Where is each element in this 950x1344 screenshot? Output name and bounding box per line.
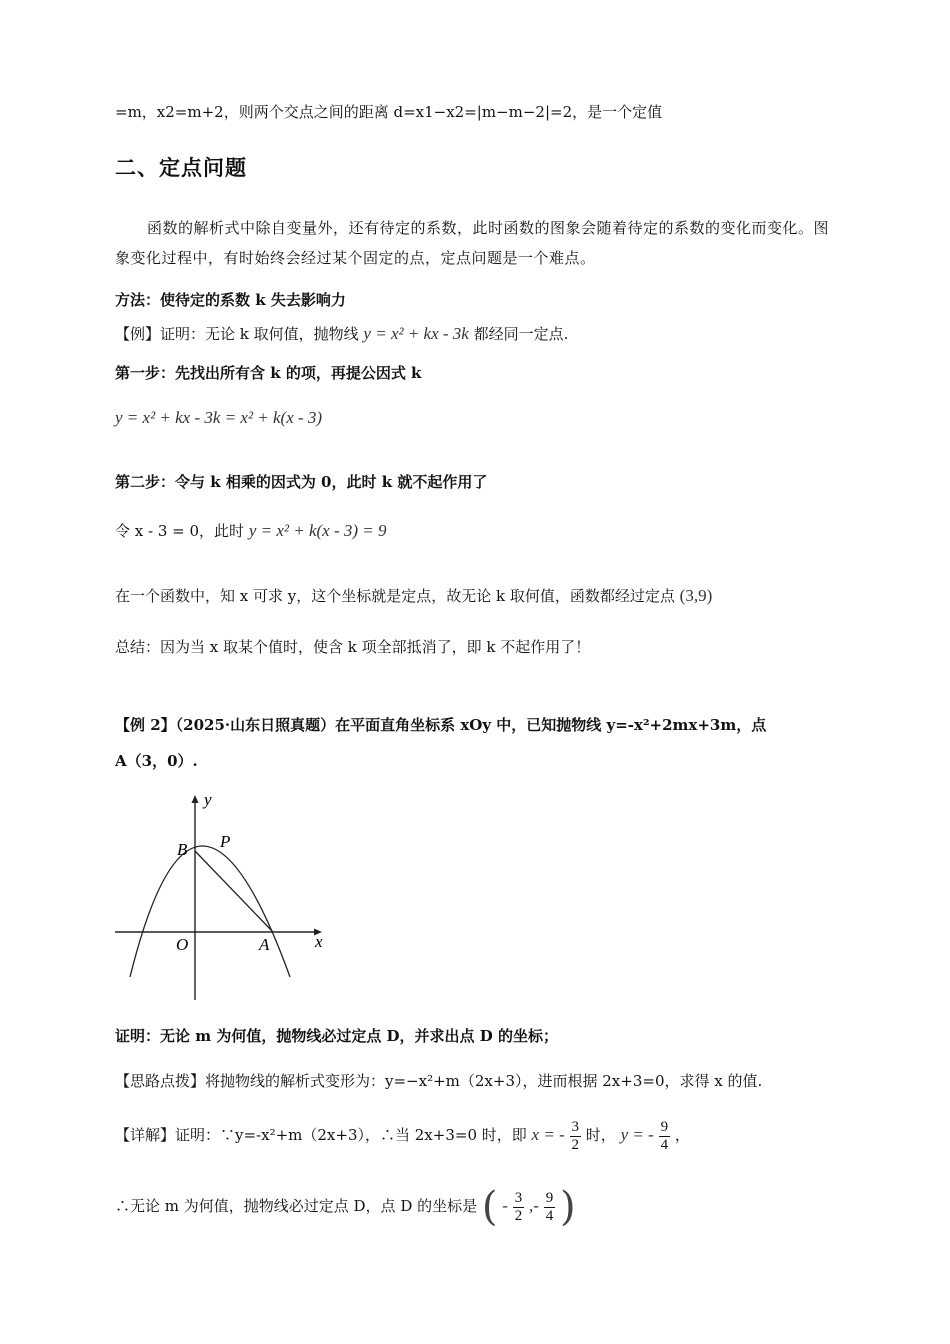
example2-line2: A（3，0）. [115, 752, 198, 770]
label-P: P [220, 832, 231, 851]
frac-den: 2 [571, 1136, 580, 1153]
close-paren: ) [560, 1184, 576, 1230]
final-line [115, 1184, 840, 1230]
summary-line: 总结：因为当 x 取某个值时，使含 k 项全部抵消了，即 k 不起作用了！ [115, 638, 591, 656]
line-distance: =m，x2=m+2，则两个交点之间的距离 d=x1−x2=|m−m−2|=2，是一个定值 [115, 103, 663, 121]
question-line: 证明：无论 m 为何值，抛物线必过定点 D，并求出点 D 的坐标； [115, 1027, 559, 1045]
example2-line1: 【例 2】（2025·山东日照真题）在平面直角坐标系 xOy 中，已知抛物线 y=-x²+2mx+3m，点 [115, 716, 767, 734]
step2-line [115, 520, 840, 542]
final-comma: ,- [529, 1196, 539, 1215]
detail-line [115, 1117, 840, 1154]
final-x-sign: - [502, 1196, 508, 1215]
hint-line: 【思路点拨】将抛物线的解析式变形为：y=−x²+m（2x+3），进而根据 2x+3=0，求得 x 的值. [115, 1072, 763, 1090]
step2-line-a: 令 x - 3 = 0，此时 [115, 522, 245, 540]
example1-label: 【例】证明：无论 k 取何值，抛物线 [115, 325, 359, 343]
segment-AB [195, 851, 273, 932]
method-title: 方法：使待定的系数 k 失去影响力 [115, 291, 346, 309]
detail-x-lhs: x = - [531, 1125, 565, 1144]
fraction-three-halves [570, 1119, 582, 1154]
label-B: B [177, 840, 188, 859]
frac-num: 9 [660, 1118, 669, 1135]
step1-title: 第一步：先找出所有含 k 的项，再提公因式 k [115, 364, 422, 382]
final-fraction-x [513, 1190, 525, 1225]
detail-y-lhs: y = - [620, 1125, 654, 1144]
intro-paragraph: 函数的解析式中除自变量外，还有待定的系数，此时函数的图象会随着待定的系数的变化而变化。图象变化过程中，有时始终会经过某个固定的点，定点问题是一个难点。 [115, 219, 830, 267]
y-axis-arrow [192, 795, 199, 803]
fixed-point: (3,9) [679, 586, 713, 605]
label-O: O [176, 935, 189, 954]
example1-formula: y = x² + kx - 3k [363, 324, 469, 343]
detail-text-a: 【详解】证明：∵y=-x²+m（2x+3），∴当 2x+3=0 时，即 [115, 1126, 527, 1144]
conclusion-line [115, 585, 840, 607]
detail-end: ， [674, 1126, 690, 1144]
frac-den: 2 [514, 1207, 523, 1224]
step2-formula: y = x² + k(x - 3) = 9 [248, 521, 387, 540]
conclusion-text: 在一个函数中，知 x 可求 y，这个坐标就是定点，故无论 k 取何值，函数都经过定点 [115, 587, 675, 605]
frac-num: 3 [514, 1189, 523, 1206]
step2-title: 第二步：令与 k 相乘的因式为 0，此时 k 就不起作用了 [115, 473, 488, 491]
label-x: x [315, 932, 323, 951]
frac-num: 3 [571, 1118, 580, 1135]
label-y: y [204, 790, 212, 809]
final-fraction-y [544, 1190, 556, 1225]
frac-den: 4 [660, 1136, 669, 1153]
open-paren: ( [481, 1184, 498, 1230]
step1-formula: y = x² + kx - 3k = x² + k(x - 3) [115, 408, 323, 427]
example1 [115, 323, 840, 345]
final-text: ∴无论 m 为何值，抛物线必过定点 D，点 D 的坐标是 [115, 1197, 478, 1215]
example1-tail: 都经同一定点. [473, 325, 569, 343]
detail-mid: 时， [585, 1126, 616, 1144]
parabola-figure [110, 785, 340, 1005]
frac-den: 4 [545, 1207, 554, 1224]
fraction-nine-quarters [659, 1119, 671, 1154]
section-heading: 二、定点问题 [115, 156, 247, 180]
label-A: A [259, 935, 270, 954]
frac-num: 9 [545, 1189, 554, 1206]
